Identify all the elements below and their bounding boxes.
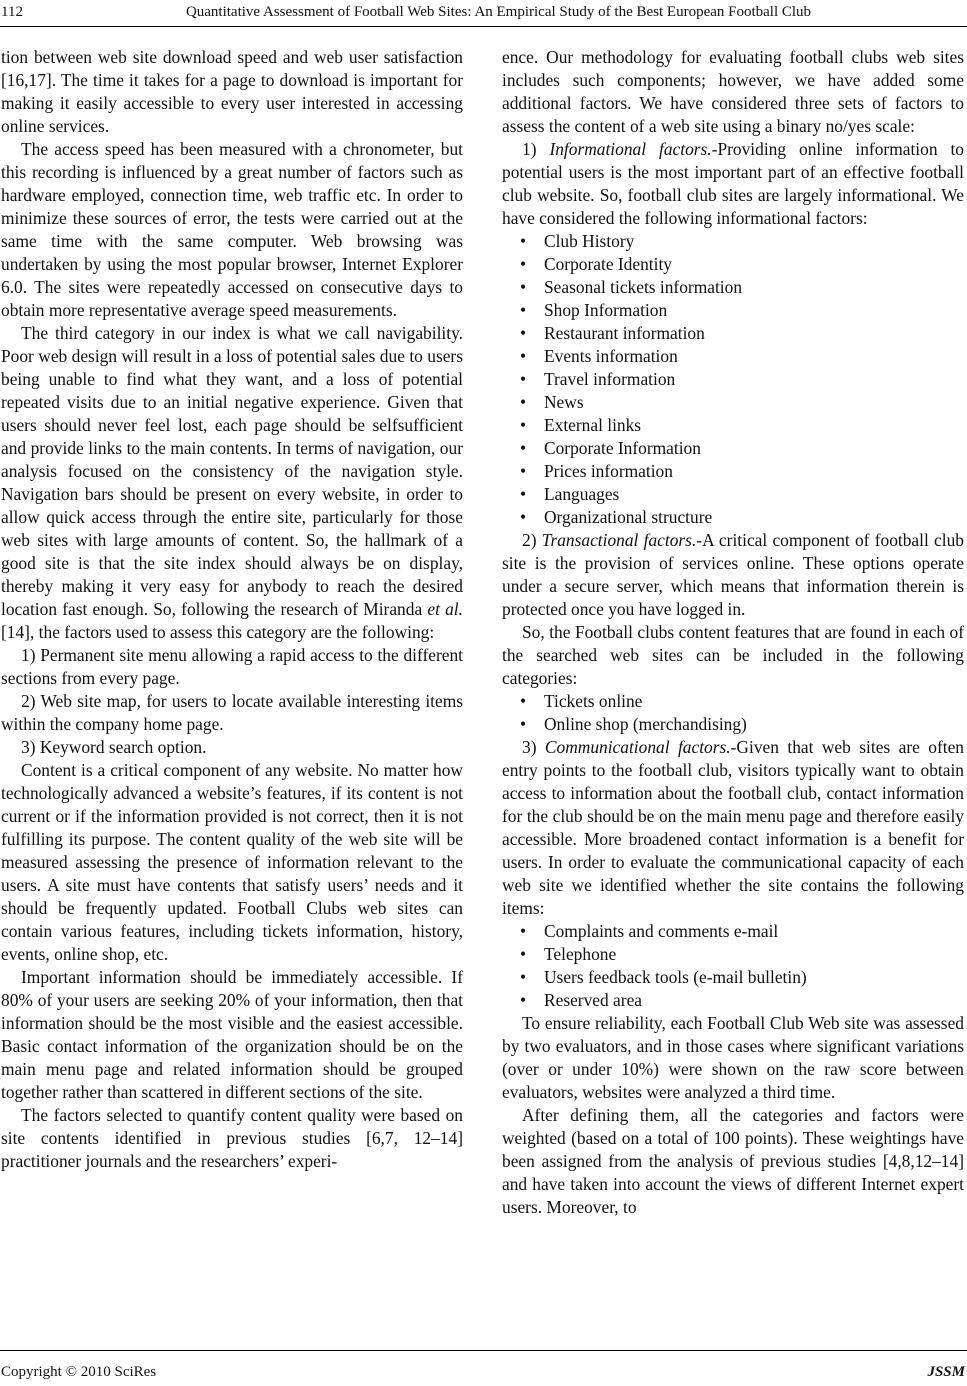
- left-column: [1, 46, 463, 1173]
- bullet-icon: •: [520, 714, 527, 734]
- list-item: [502, 460, 964, 483]
- paragraph: [1, 322, 463, 644]
- list-item: [502, 276, 964, 299]
- paragraph: So, the Football clubs content features that are found in each of the searched web sites can be included in the following categories:: [502, 622, 964, 688]
- list-item-label: Seasonal tickets information: [544, 277, 743, 297]
- list-item: [502, 345, 964, 368]
- numbered-item: 1) Permanent site menu allowing a rapid access to the different sections from every page.: [1, 645, 463, 688]
- text-run: The third category in our index is what we call navigability. Poor web design will result in a loss of potential sales due to users being unable to find what they want, and a loss of potential repeated visits due to an initial negative experience. Given that users should never feel lost, each page should be selfsufficient and provide links to the main contents. In terms of navigation, our analysis focused on the consistency of the navigation style. Navigation bars should be present on every website, in order to allow quick access through the entire site, particularly for those web sites with large amounts of content. So, the hallmark of a good site is that the site index should always be on display, thereby making it very easy for anybody to reach the desired location fast enough. So, following the research of Miranda: [1, 323, 463, 619]
- bullet-icon: •: [520, 944, 527, 964]
- paragraph: tion between web site download speed and web user satisfaction [16,17]. The time it takes for a page to download is important for making it easily accessible to every user interested in accessing online services.: [1, 47, 463, 136]
- text-run: 2): [522, 530, 542, 550]
- header-rule: [0, 26, 967, 27]
- list-item-label: Complaints and comments e-mail: [544, 921, 779, 941]
- page-number: 112: [1, 4, 23, 20]
- paragraph: [502, 736, 964, 920]
- list-item-label: Corporate Identity: [544, 254, 672, 274]
- list-item-label: Reserved area: [544, 990, 643, 1010]
- italic-run: et al.: [427, 599, 463, 619]
- list-item-label: Online shop (merchandising): [544, 714, 747, 734]
- list-item: [502, 920, 964, 943]
- text-run: [14], the factors used to assess this category are the following:: [1, 622, 435, 642]
- list-item: [502, 966, 964, 989]
- list-item: [502, 230, 964, 253]
- paragraph: ence. Our methodology for evaluating football clubs web sites includes such components; however, we have added some additional factors. We have considered three sets of factors to assess the content of a web site using a binary no/yes scale:: [502, 47, 964, 136]
- list-item: [502, 943, 964, 966]
- bullet-icon: •: [520, 323, 527, 343]
- paragraph: [502, 529, 964, 621]
- paragraph: The access speed has been measured with a chronometer, but this recording is influenced by a great number of factors such as hardware employed, connection time, web traffic etc. In order to minimize these sources of error, the tests were carried out at the same time with the same computer. Web browsing was undertaken by using the most popular browser, Internet Explorer 6.0. The sites were repeatedly accessed on consecutive days to obtain more representative average speed measurements.: [1, 139, 463, 320]
- text-run: 1): [522, 139, 550, 159]
- bullet-icon: •: [520, 990, 527, 1010]
- list-item: [502, 713, 964, 736]
- list-item-label: Prices information: [544, 461, 673, 481]
- list-item: [502, 299, 964, 322]
- list-item-label: Corporate Information: [544, 438, 701, 458]
- italic-run: Transactional factors.: [541, 530, 697, 550]
- journal-abbrev: JSSM: [927, 1364, 965, 1380]
- bullet-icon: •: [520, 507, 527, 527]
- bullet-icon: •: [520, 346, 527, 366]
- numbered-item: 2) Web site map, for users to locate available interesting items within the company home page.: [1, 691, 463, 734]
- list-item: [502, 368, 964, 391]
- list-item-label: News: [544, 392, 584, 412]
- list-item: [502, 506, 964, 529]
- list-item-label: Club History: [544, 231, 635, 251]
- bullet-list: [502, 920, 964, 1012]
- bullet-icon: •: [520, 921, 527, 941]
- list-item: [502, 322, 964, 345]
- list-item-label: Shop Information: [544, 300, 668, 320]
- bullet-icon: •: [520, 691, 527, 711]
- text-run: 3): [522, 737, 545, 757]
- paragraph: Content is a critical component of any website. No matter how technologically advanced a website’s features, if its content is not current or if the information provided is not correct, then it is not fulfilling its purpose. The content quality of the web site will be measured assessing the presence of information relevant to the users. A site must have contents that satisfy users’ needs and it should be frequently updated. Football Clubs web sites can contain various features, including tickets information, history, events, online shop, etc.: [1, 760, 463, 964]
- bullet-icon: •: [520, 254, 527, 274]
- paragraph: After defining them, all the categories and factors were weighted (based on a total of 100 points). These weightings have been assigned from the analysis of previous studies [4,8,12–14] and have taken into account the views of different Internet expert users. Moreover, to: [502, 1105, 964, 1217]
- paragraph: The factors selected to quantify content quality were based on site contents identified in previous studies [6,7, 12–14] practitioner journals and the researchers’ experi-: [1, 1105, 463, 1171]
- list-item-label: External links: [544, 415, 642, 435]
- italic-run: Informational factors.: [549, 139, 712, 159]
- text-run: -A critical component of football club site is the provision of services online. These options operate under a secure server, which means that information therein is protected once you have logged in.: [502, 530, 964, 619]
- list-item-label: Tickets online: [544, 691, 643, 711]
- list-item: [502, 483, 964, 506]
- list-item: [502, 690, 964, 713]
- paragraph: Important information should be immediately accessible. If 80% of your users are seeking 20% of your information, then that information should be the most visible and the easiest accessible. Basic contact information of the organization should be on the main menu page and related information should be grouped together rather than scattered in different sections of the site.: [1, 967, 463, 1102]
- bullet-icon: •: [520, 461, 527, 481]
- running-title: Quantitative Assessment of Football Web Sites: An Empirical Study of the Best European Football Club: [185, 4, 812, 20]
- bullet-icon: •: [520, 484, 527, 504]
- bullet-list: [502, 690, 964, 736]
- list-item-label: Users feedback tools (e-mail bulletin): [544, 967, 807, 987]
- footer-rule: [0, 1350, 967, 1351]
- list-item: [502, 414, 964, 437]
- bullet-icon: •: [520, 300, 527, 320]
- list-item-label: Restaurant information: [544, 323, 705, 343]
- text-run: -Providing online information to potential users is the most important part of an effective football club website. So, football club sites are largely informational. We have considered the following informational factors:: [502, 139, 964, 228]
- list-item: [502, 253, 964, 276]
- copyright: Copyright © 2010 SciRes: [1, 1364, 157, 1380]
- list-item: [502, 391, 964, 414]
- list-item-label: Languages: [544, 484, 620, 504]
- bullet-icon: •: [520, 277, 527, 297]
- paragraph: [502, 138, 964, 230]
- text-run: -Given that web sites are often entry points to the football club, visitors typically want to obtain access to information about the football club, contact information for the club should be on the main menu page and therefore easily accessible. More broadened contact information is a benefit for users. In order to evaluate the communicational capacity of each web site we identified whether the site contains the following items:: [502, 737, 964, 918]
- bullet-icon: •: [520, 231, 527, 251]
- bullet-icon: •: [520, 415, 527, 435]
- right-column: [502, 46, 964, 1219]
- bullet-icon: •: [520, 438, 527, 458]
- numbered-item: 3) Keyword search option.: [21, 737, 207, 757]
- list-item: [502, 989, 964, 1012]
- list-item-label: Events information: [544, 346, 678, 366]
- bullet-icon: •: [520, 369, 527, 389]
- page-footer: [0, 1362, 967, 1384]
- bullet-icon: •: [520, 392, 527, 412]
- list-item-label: Organizational structure: [544, 507, 713, 527]
- italic-run: Communicational factors.: [544, 737, 731, 757]
- page-header: [0, 0, 967, 26]
- list-item: [502, 437, 964, 460]
- list-item-label: Travel information: [544, 369, 676, 389]
- bullet-icon: •: [520, 967, 527, 987]
- bullet-list: [502, 230, 964, 529]
- paragraph: To ensure reliability, each Football Club Web site was assessed by two evaluators, and in those cases where significant variations (over or under 10%) were shown on the raw score between evaluators, websites were analyzed a third time.: [502, 1013, 964, 1102]
- list-item-label: Telephone: [544, 944, 617, 964]
